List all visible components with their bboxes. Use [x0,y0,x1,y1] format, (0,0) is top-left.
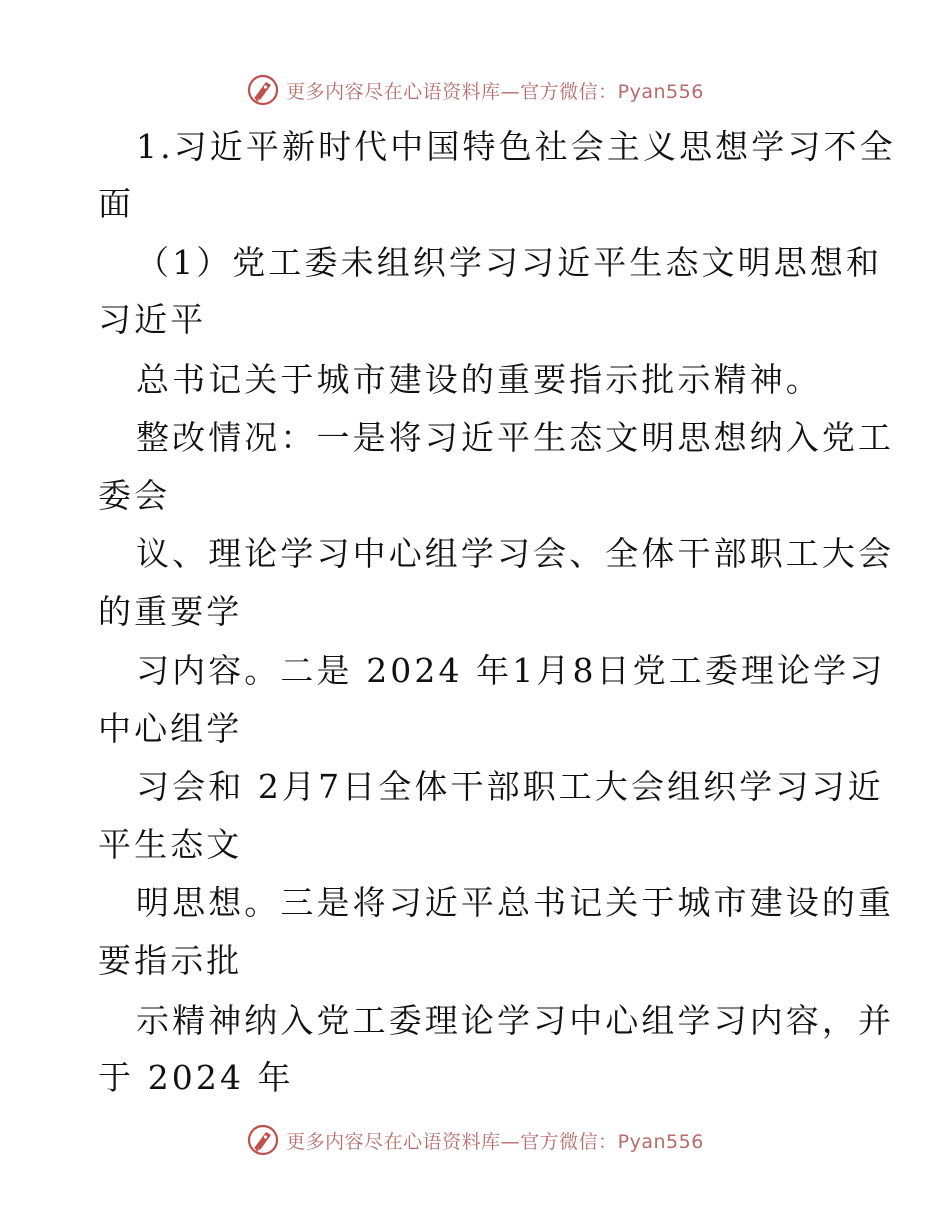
watermark-text: 更多内容尽在心语资料库—官方微信：Pyan556 [286,1130,704,1153]
body-line: 习会和 2月7日全体干部职工大会组织学习习近 [136,767,884,806]
header-watermark [0,70,950,110]
body-line: 示精神纳入党工委理论学习中心组学习内容，并 [136,1001,895,1040]
body-line: 中心组学 [98,709,243,748]
body-line: 明思想。三是将习近平总书记关于城市建设的重 [136,883,895,922]
body-line: 面 [98,184,135,223]
pen-nib-logo-icon [246,73,280,107]
body-line: 于 2024 年 [98,1058,294,1097]
body-line: 习内容。二是 2024 年1月8日党工委理论学习 [136,651,886,690]
body-line: 总书记关于城市建设的重要指示批示精神。 [136,360,822,399]
body-line: 的重要学 [98,592,243,631]
body-line: 整改情况：一是将习近平生态文明思想纳入党工 [136,418,895,457]
body-line: 平生态文 [98,825,243,864]
watermark-text: 更多内容尽在心语资料库—官方微信：Pyan556 [286,80,704,103]
body-line: 议、理论学习中心组学习会、全体干部职工大会 [136,534,895,573]
pen-nib-logo-icon [246,1123,280,1157]
footer-watermark [0,1120,950,1160]
body-line: 习近平 [98,300,207,339]
body-line: 委会 [98,476,171,515]
body-line: 1.习近平新时代中国特色社会主义思想学习不全 [136,127,896,166]
body-line: 要指示批 [98,941,243,980]
body-line: （1）党工委未组织学习习近平生态文明思想和 [136,243,883,282]
